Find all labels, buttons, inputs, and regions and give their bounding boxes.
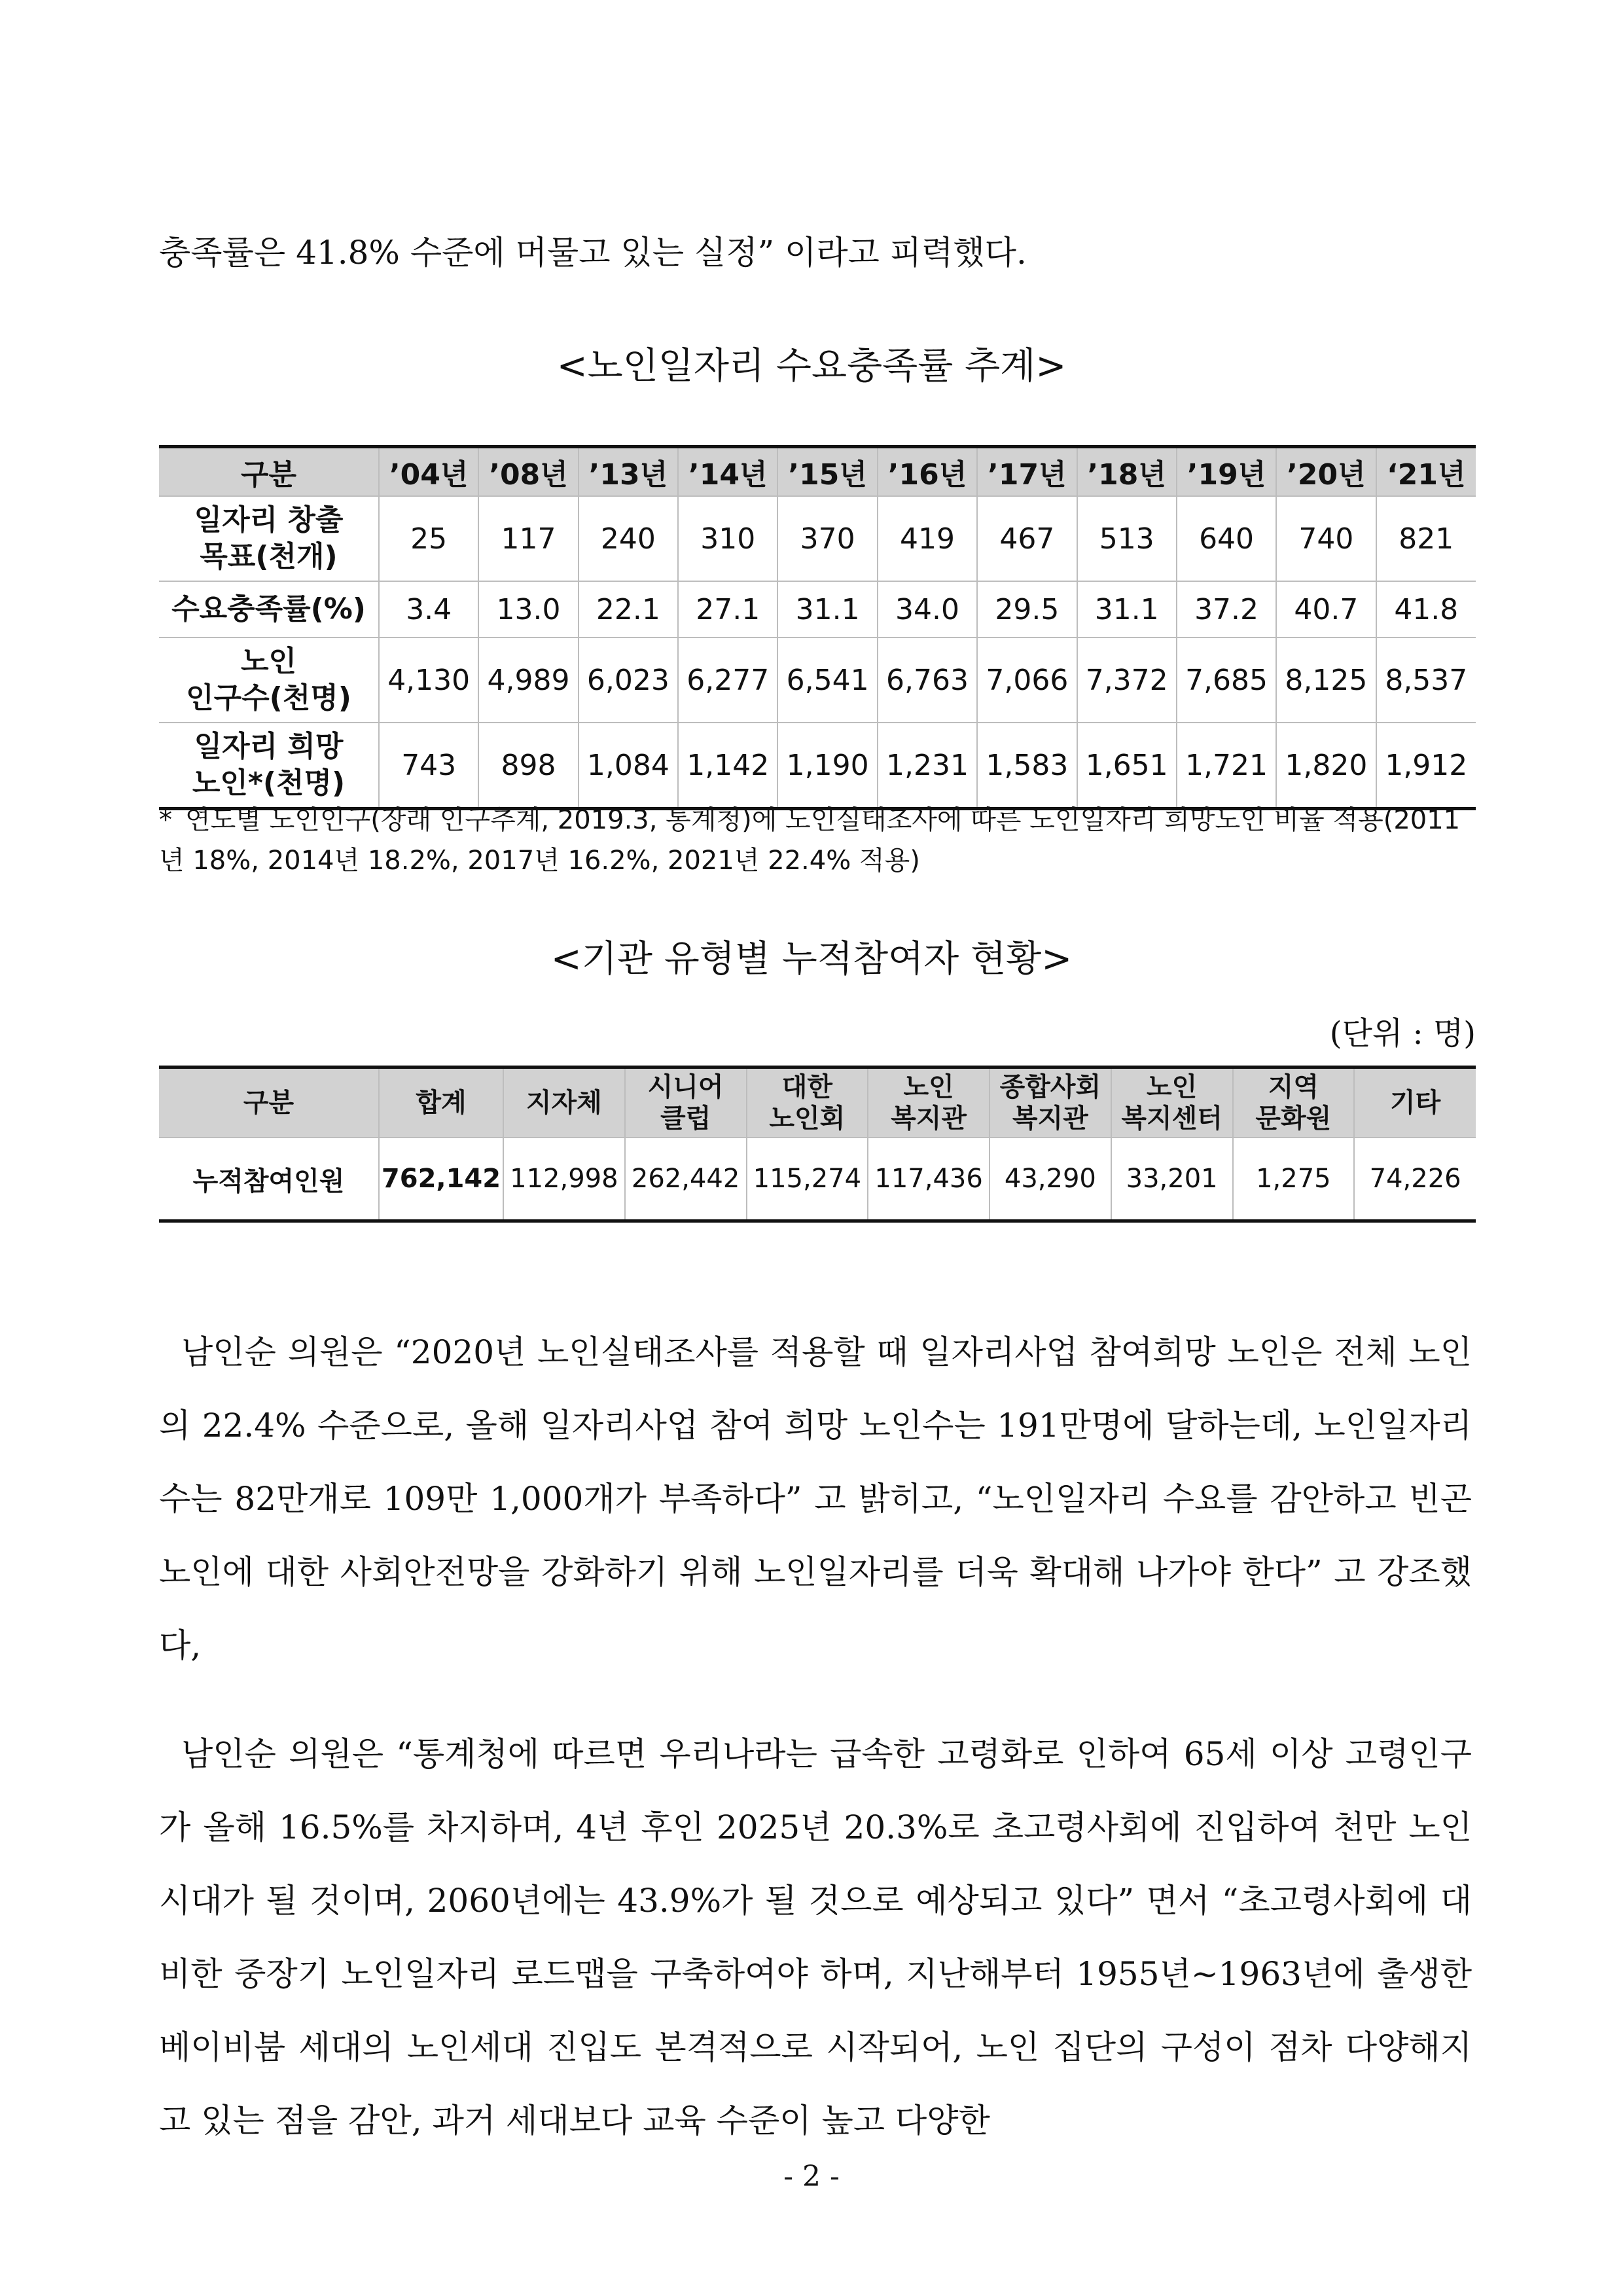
table-cell: 115,274 (747, 1138, 868, 1221)
table-cell: 370 (777, 496, 877, 581)
table-cell: 262,442 (625, 1138, 747, 1221)
table2-header-cell: 대한 노인회 (747, 1067, 868, 1138)
table-cell: 467 (977, 496, 1077, 581)
footnote-text: 연도별 노인인구(장래 인구추계, 2019.3, 통계청)에 노인실태조사에 따른 노인일자리 희망노인 비율 적용(2011년 18%, 2014년 18.2%, 2017년 16.2%, 2021년 22.4% 적용) (159, 805, 1461, 876)
table-cell: 31.1 (1077, 581, 1177, 637)
table1-header-cell: ’16년 (878, 447, 977, 497)
table-cell: 1,190 (777, 723, 877, 809)
table-cell: 4,130 (379, 637, 478, 723)
table-cell: 8,125 (1276, 637, 1376, 723)
table-cell: 31.1 (777, 581, 877, 637)
table-cell: 6,763 (878, 637, 977, 723)
table-cell: 29.5 (977, 581, 1077, 637)
table-cell: 6,023 (579, 637, 678, 723)
row-label: 노인 인구수(천명) (159, 637, 379, 723)
table1-header-cell: ’04년 (379, 447, 478, 497)
table-cell: 117,436 (868, 1138, 990, 1221)
table-cell: 4,989 (478, 637, 578, 723)
table1-title: <노인일자리 수요충족률 추계> (556, 345, 1067, 387)
participants-table (159, 1066, 1476, 1223)
table2-title: <기관 유형별 누적참여자 현황> (550, 938, 1073, 980)
table-cell: 1,721 (1177, 723, 1276, 809)
table-cell: 1,912 (1376, 723, 1476, 809)
table-cell: 7,685 (1177, 637, 1276, 723)
table-cell: 419 (878, 496, 977, 581)
table1-header-cell: ‘21년 (1376, 447, 1476, 497)
row-label: 일자리 희망 노인*(천명) (159, 723, 379, 809)
table-row (159, 496, 1476, 581)
table-cell: 74,226 (1354, 1138, 1476, 1221)
table-cell: 3.4 (379, 581, 478, 637)
table1-header-cell: ’18년 (1077, 447, 1177, 497)
table2-header-cell: 시니어 클럽 (625, 1067, 747, 1138)
demand-rate-table (159, 445, 1476, 810)
table1-header-cell: ’14년 (678, 447, 777, 497)
table1-footnote (159, 800, 1474, 881)
table-cell: 513 (1077, 496, 1177, 581)
table-cell: 22.1 (579, 581, 678, 637)
intro-line: 충족률은 41.8% 수준에 머물고 있는 실정” 이라고 피력했다. (159, 234, 1027, 272)
unit-label: (단위 : 명) (1329, 1015, 1476, 1052)
table-row (159, 581, 1476, 637)
table-cell: 117 (478, 496, 578, 581)
table1-header-cell: 구분 (159, 447, 379, 497)
table-cell: 898 (478, 723, 578, 809)
table2-header-cell: 지역 문화원 (1233, 1067, 1355, 1138)
table-cell: 8,537 (1376, 637, 1476, 723)
table-cell: 1,275 (1233, 1138, 1355, 1221)
table2-header-cell: 구분 (159, 1067, 379, 1138)
table-cell: 1,820 (1276, 723, 1376, 809)
table-row (159, 723, 1476, 809)
table-cell: 43,290 (990, 1138, 1111, 1221)
table-cell: 33,201 (1111, 1138, 1233, 1221)
table-cell: 6,541 (777, 637, 877, 723)
table-cell: 762,142 (379, 1138, 503, 1221)
table2-header-cell: 종합사회 복지관 (990, 1067, 1111, 1138)
table-cell: 112,998 (503, 1138, 625, 1221)
table-cell: 821 (1376, 496, 1476, 581)
table-cell: 37.2 (1177, 581, 1276, 637)
table2-header-cell: 노인 복지관 (868, 1067, 990, 1138)
table-cell: 1,583 (977, 723, 1077, 809)
table-cell: 1,142 (678, 723, 777, 809)
table-row (159, 637, 1476, 723)
table-cell: 7,372 (1077, 637, 1177, 723)
row-label: 누적참여인원 (159, 1138, 379, 1221)
table-cell: 25 (379, 496, 478, 581)
table1-header-cell: ’20년 (1276, 447, 1376, 497)
footnote-star: * (159, 805, 172, 835)
table-cell: 310 (678, 496, 777, 581)
table2-header-cell: 합계 (379, 1067, 503, 1138)
table2-header-cell: 지자체 (503, 1067, 625, 1138)
table-cell: 34.0 (878, 581, 977, 637)
table-cell: 740 (1276, 496, 1376, 581)
table1-header-row (159, 447, 1476, 497)
table-cell: 13.0 (478, 581, 578, 637)
row-label: 일자리 창출 목표(천개) (159, 496, 379, 581)
table1-header-cell: ’17년 (977, 447, 1077, 497)
table-cell: 240 (579, 496, 678, 581)
table-cell: 1,084 (579, 723, 678, 809)
table1-header-cell: ’19년 (1177, 447, 1276, 497)
table-cell: 41.8 (1376, 581, 1476, 637)
table-row (159, 1138, 1476, 1221)
table2-header-cell: 기타 (1354, 1067, 1476, 1138)
table1-header-cell: ’13년 (579, 447, 678, 497)
table2-header-row (159, 1067, 1476, 1138)
body-paragraph: 남인순 의원은 “통계청에 따르면 우리나라는 급속한 고령화로 인하여 65세 이상 고령인구가 올해 16.5%를 차지하며, 4년 후인 2025년 20.3%로 초고령사회에 진입하여 천만 노인시대가 될 것이며, 2060년에는 43.9%가 될 것으로 예상되고 있다” 면서 “초고령사회에 대비한 중장기 노인일자리 로드맵을 구축하여야 하며, 지난해부터 1955년~1963년에 출생한 베이비붐 세대의 노인세대 진입도 본격적으로 시작되어, 노인 집단의 구성이 점차 다양해지고 있는 점을 감안, 과거 세대보다 교육 수준이 높고 다양한 (159, 1735, 1472, 2140)
body-paragraph: 남인순 의원은 “2020년 노인실태조사를 적용할 때 일자리사업 참여희망 노인은 전체 노인의 22.4% 수준으로, 올해 일자리사업 참여 희망 노인수는 191만명에 달하는데, 노인일자리 수는 82만개로 109만 1,000개가 부족하다” 고 밝히고, “노인일자리 수요를 감안하고 빈곤노인에 대한 사회안전망을 강화하기 위해 노인일자리를 더욱 확대해 나가야 한다” 고 강조했다, (159, 1333, 1472, 1664)
table-cell: 27.1 (678, 581, 777, 637)
table1-header-cell: ’15년 (777, 447, 877, 497)
table-cell: 1,231 (878, 723, 977, 809)
page-number: - 2 - (783, 2160, 840, 2193)
table-cell: 1,651 (1077, 723, 1177, 809)
table1-header-cell: ’08년 (478, 447, 578, 497)
table-cell: 6,277 (678, 637, 777, 723)
table-cell: 40.7 (1276, 581, 1376, 637)
row-label: 수요충족률(%) (159, 581, 379, 637)
table2-header-cell: 노인 복지센터 (1111, 1067, 1233, 1138)
table-cell: 743 (379, 723, 478, 809)
table-cell: 640 (1177, 496, 1276, 581)
table-cell: 7,066 (977, 637, 1077, 723)
